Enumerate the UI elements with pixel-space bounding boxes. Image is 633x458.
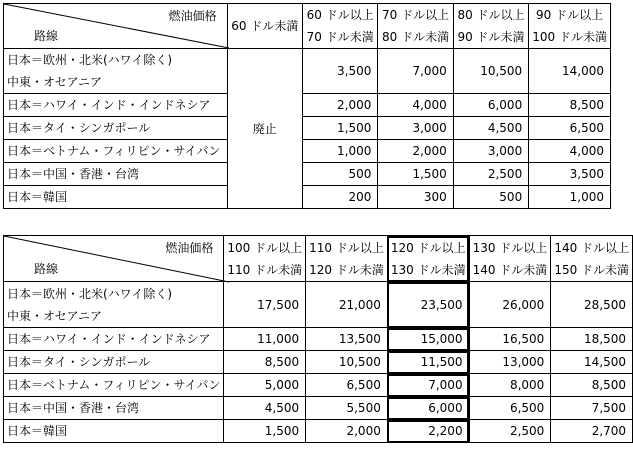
table-row xyxy=(4,374,633,397)
value-cell: 14,500 xyxy=(551,351,633,374)
column-header: 90 ドル以上 100 ドル未満 xyxy=(529,4,611,49)
value-cell-highlighted: 23,500 xyxy=(387,282,469,328)
diagonal-header-cell xyxy=(4,236,224,282)
value-cell: 7,000 xyxy=(378,49,453,94)
value-cell: 3,000 xyxy=(453,140,528,163)
table-row xyxy=(4,282,633,328)
value-cell: 3,500 xyxy=(302,49,377,94)
fuel-price-header-label: 燃油価格 xyxy=(165,241,214,255)
route-cell: 日本＝中国・香港・台湾 xyxy=(4,163,228,186)
table-row xyxy=(4,420,633,443)
value-cell: 8,500 xyxy=(551,374,633,397)
value-cell: 13,500 xyxy=(306,328,388,351)
table-row xyxy=(4,351,633,374)
value-cell: 6,500 xyxy=(529,117,611,140)
value-cell: 2,500 xyxy=(469,420,551,443)
column-header: 110 ドル以上 120 ドル未満 xyxy=(306,236,388,282)
value-cell: 4,000 xyxy=(529,140,611,163)
abolished-cell: 廃止 xyxy=(227,49,302,209)
route-cell: 日本＝韓国 xyxy=(4,420,224,443)
value-cell: 2,500 xyxy=(453,163,528,186)
value-cell: 3,500 xyxy=(529,163,611,186)
table-row xyxy=(4,117,611,140)
value-cell: 3,000 xyxy=(378,117,453,140)
route-cell: 日本＝韓国 xyxy=(4,186,228,209)
value-cell: 26,000 xyxy=(469,282,551,328)
table-row xyxy=(4,163,611,186)
value-cell: 2,000 xyxy=(306,420,388,443)
value-cell: 6,500 xyxy=(306,374,388,397)
table-row xyxy=(4,140,611,163)
route-cell: 日本＝ベトナム・フィリピン・サイパン xyxy=(4,140,228,163)
route-cell: 日本＝欧州・北米(ハワイ除く) 中東・オセアニア xyxy=(4,49,228,94)
value-cell: 200 xyxy=(302,186,377,209)
value-cell: 500 xyxy=(453,186,528,209)
column-header: 70 ドル以上 80 ドル未満 xyxy=(378,4,453,49)
value-cell: 8,500 xyxy=(224,351,306,374)
value-cell: 7,500 xyxy=(551,397,633,420)
route-cell: 日本＝中国・香港・台湾 xyxy=(4,397,224,420)
value-cell: 1,000 xyxy=(302,140,377,163)
column-header: 130 ドル以上 140 ドル未満 xyxy=(469,236,551,282)
value-cell: 28,500 xyxy=(551,282,633,328)
column-header-highlighted: 120 ドル以上 130 ドル未満 xyxy=(387,236,469,282)
value-cell: 10,500 xyxy=(453,49,528,94)
value-cell: 16,500 xyxy=(469,328,551,351)
fuel-price-header-label: 燃油価格 xyxy=(168,9,217,23)
value-cell: 6,500 xyxy=(469,397,551,420)
fuel-surcharge-table-2 xyxy=(3,235,633,443)
value-cell: 1,500 xyxy=(378,163,453,186)
route-cell: 日本＝欧州・北米(ハワイ除く) 中東・オセアニア xyxy=(4,282,224,328)
table-row xyxy=(4,186,611,209)
value-cell: 500 xyxy=(302,163,377,186)
value-cell: 14,000 xyxy=(529,49,611,94)
value-cell: 5,500 xyxy=(306,397,388,420)
fuel-surcharge-table-1 xyxy=(3,3,611,209)
value-cell: 5,000 xyxy=(224,374,306,397)
route-cell: 日本＝ハワイ・インド・インドネシア xyxy=(4,94,228,117)
column-header: 60 ドル以上 70 ドル未満 xyxy=(302,4,377,49)
value-cell: 21,000 xyxy=(306,282,388,328)
value-cell: 18,500 xyxy=(551,328,633,351)
value-cell: 2,000 xyxy=(378,140,453,163)
value-cell: 13,000 xyxy=(469,351,551,374)
table-row xyxy=(4,49,611,94)
value-cell: 2,000 xyxy=(302,94,377,117)
value-cell: 17,500 xyxy=(224,282,306,328)
diagonal-header-cell xyxy=(4,4,228,49)
route-header-label: 路線 xyxy=(34,262,59,276)
column-header: 60 ドル未満 xyxy=(227,4,302,49)
column-header: 80 ドル以上 90 ドル未満 xyxy=(453,4,528,49)
route-cell: 日本＝タイ・シンガポール xyxy=(4,117,228,140)
value-cell: 4,000 xyxy=(378,94,453,117)
value-cell-highlighted: 11,500 xyxy=(387,351,469,374)
value-cell: 4,500 xyxy=(453,117,528,140)
value-cell: 8,500 xyxy=(529,94,611,117)
route-header-label: 路線 xyxy=(34,29,59,43)
value-cell: 300 xyxy=(378,186,453,209)
route-cell: 日本＝ハワイ・インド・インドネシア xyxy=(4,328,224,351)
value-cell-highlighted: 2,200 xyxy=(387,420,469,443)
table-row xyxy=(4,397,633,420)
value-cell: 1,500 xyxy=(224,420,306,443)
value-cell: 10,500 xyxy=(306,351,388,374)
value-cell: 4,500 xyxy=(224,397,306,420)
value-cell: 8,000 xyxy=(469,374,551,397)
value-cell: 2,700 xyxy=(551,420,633,443)
column-header: 100 ドル以上 110 ドル未満 xyxy=(224,236,306,282)
column-header: 140 ドル以上 150 ドル未満 xyxy=(551,236,633,282)
route-cell: 日本＝ベトナム・フィリピン・サイパン xyxy=(4,374,224,397)
value-cell-highlighted: 7,000 xyxy=(387,374,469,397)
value-cell: 1,500 xyxy=(302,117,377,140)
value-cell-highlighted: 15,000 xyxy=(387,328,469,351)
value-cell: 11,000 xyxy=(224,328,306,351)
value-cell: 1,000 xyxy=(529,186,611,209)
table-row xyxy=(4,94,611,117)
route-cell: 日本＝タイ・シンガポール xyxy=(4,351,224,374)
value-cell: 6,000 xyxy=(453,94,528,117)
table-row xyxy=(4,328,633,351)
value-cell-highlighted: 6,000 xyxy=(387,397,469,420)
